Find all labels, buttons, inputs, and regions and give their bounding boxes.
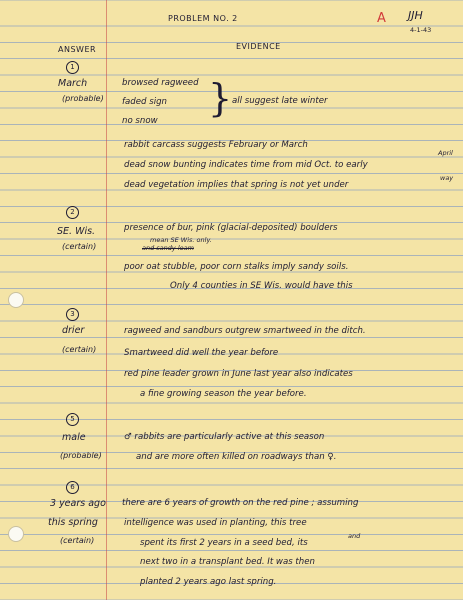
evidence-item: browsed ragweed bbox=[122, 78, 199, 88]
column-header-answer: ANSWER bbox=[58, 45, 97, 54]
answer: March bbox=[58, 78, 88, 89]
evidence-line: ragweed and sandburs outgrew smartweed in the ditch. bbox=[124, 326, 366, 336]
margin-line bbox=[106, 0, 107, 600]
problem-number: 5 bbox=[66, 413, 79, 426]
evidence-line: a fine growing season the year before. bbox=[140, 389, 307, 399]
confidence: (certain) bbox=[62, 242, 97, 251]
brace: } bbox=[208, 76, 233, 120]
answer: male bbox=[62, 432, 86, 443]
evidence-line: rabbit carcass suggests February or March bbox=[124, 140, 308, 150]
evidence-line: and are more often killed on roadways than ♀. bbox=[136, 452, 337, 462]
evidence-conclusion: all suggest late winter bbox=[232, 96, 328, 106]
problem-number: 6 bbox=[66, 481, 79, 494]
confidence: (certain) bbox=[60, 536, 95, 545]
initials-signature: JJH bbox=[408, 9, 423, 22]
evidence-line: poor oat stubble, poor corn stalks imply sandy soils. bbox=[124, 262, 349, 272]
evidence-line: spent its first 2 years in a seed bed, its bbox=[140, 538, 308, 548]
problem-number: 1 bbox=[66, 61, 79, 74]
evidence-line: planted 2 years ago last spring. bbox=[140, 577, 277, 587]
grade-mark: A bbox=[377, 11, 386, 26]
confidence: (certain) bbox=[62, 345, 97, 354]
evidence-item: no snow bbox=[122, 116, 158, 126]
column-header-evidence: EVIDENCE bbox=[236, 42, 281, 51]
evidence-line: intelligence was used in planting, this tree bbox=[124, 518, 307, 528]
problem-number: 2 bbox=[66, 206, 79, 219]
evidence-line: dead vegetation implies that spring is not yet under bbox=[124, 180, 349, 190]
page-title: PROBLEM NO. 2 bbox=[168, 14, 238, 23]
punch-hole bbox=[8, 526, 24, 542]
confidence: (probable) bbox=[62, 94, 104, 103]
confidence: (probable) bbox=[60, 451, 102, 460]
answer: drier bbox=[62, 325, 85, 336]
answer: this spring bbox=[48, 517, 98, 528]
problem-number: 3 bbox=[66, 308, 79, 321]
evidence-line: Only 4 counties in SE Wis. would have this bbox=[170, 281, 353, 291]
evidence-line: next two in a transplant bed. It was then bbox=[140, 557, 315, 567]
evidence-line: presence of bur, pink (glacial-deposited) boulders bbox=[124, 223, 338, 233]
insertion: way bbox=[440, 174, 454, 182]
punch-hole bbox=[8, 292, 24, 308]
answer: 3 years ago bbox=[50, 498, 106, 509]
evidence-line: red pine leader grown in June last year also indicates bbox=[124, 369, 353, 379]
evidence-line: there are 6 years of growth on the red pine ; assuming bbox=[122, 498, 359, 508]
crossed-out-text: and sandy loam bbox=[142, 244, 194, 252]
insertion: April bbox=[438, 149, 453, 157]
insertion: and bbox=[348, 532, 361, 540]
evidence-line: dead snow bunting indicates time from mid Oct. to early bbox=[124, 160, 368, 170]
evidence-item: faded sign bbox=[122, 97, 167, 107]
evidence-line: ♂ rabbits are particularly active at this season bbox=[124, 432, 325, 442]
answer: SE. Wis. bbox=[57, 226, 96, 237]
insertion: mean SE Wis. only. bbox=[150, 236, 212, 244]
date: 4-1-43 bbox=[410, 26, 432, 34]
evidence-line: Smartweed did well the year before bbox=[124, 348, 279, 358]
